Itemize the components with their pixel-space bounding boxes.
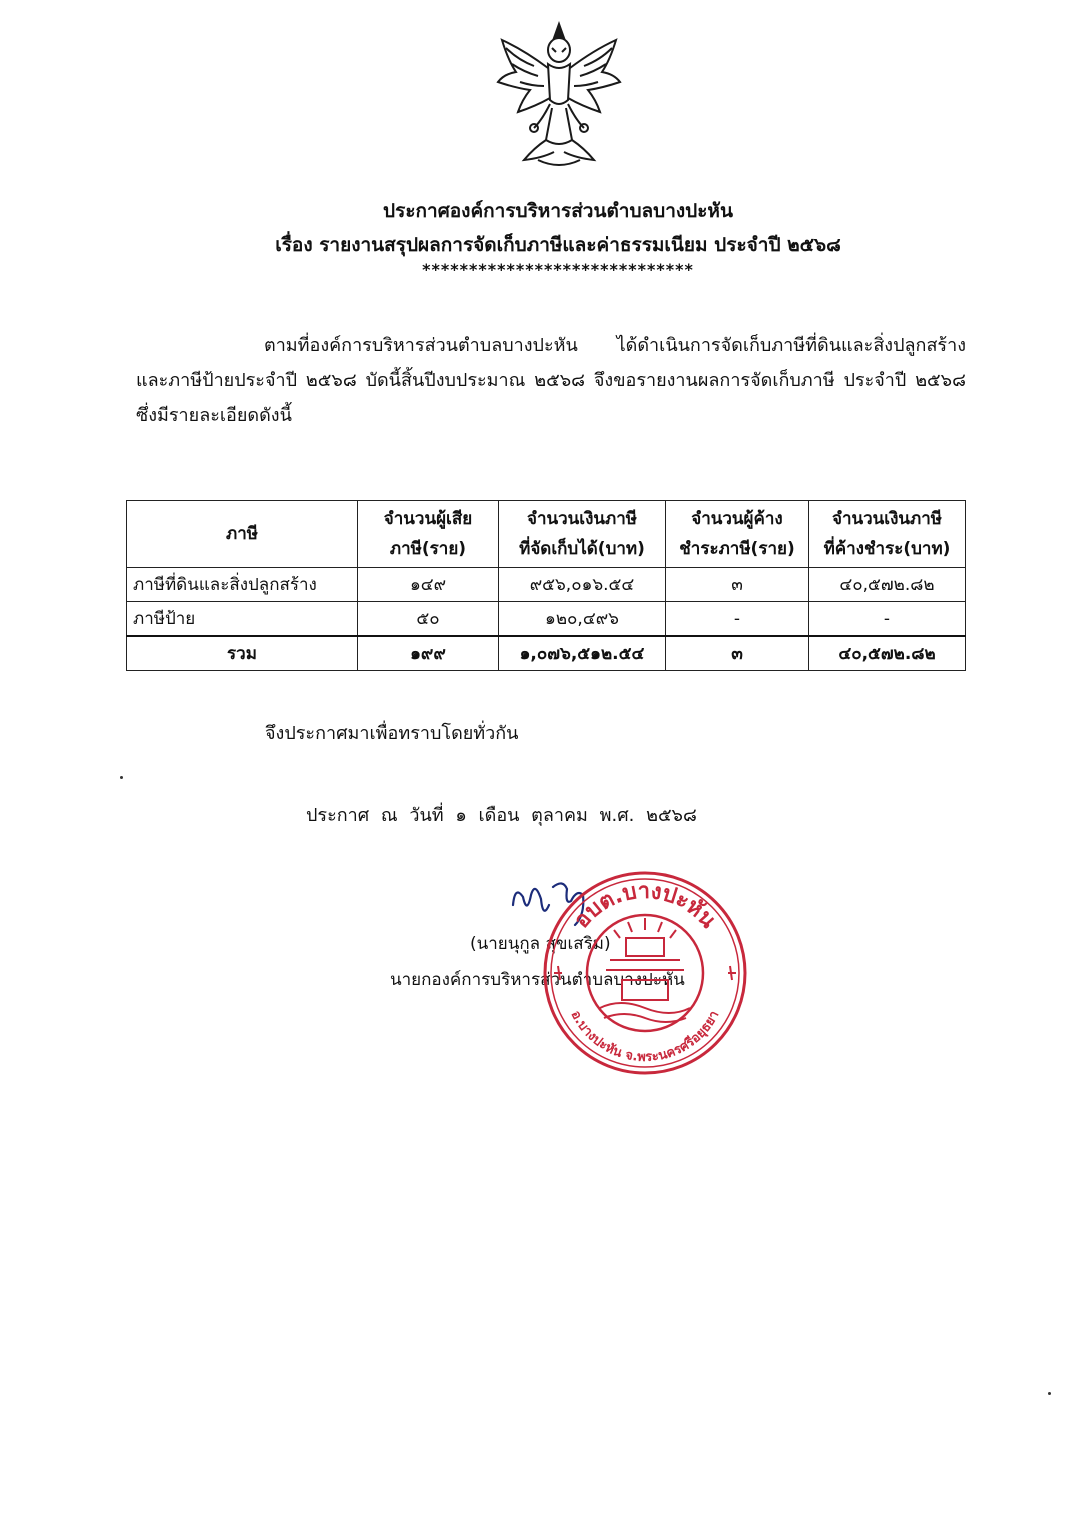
table-total-row xyxy=(127,636,966,671)
cell-collected: ๑๒๐,๔๙๖ xyxy=(499,602,666,637)
closing-statement: จึงประกาศมาเพื่อทราบโดยทั่วกัน xyxy=(265,723,519,744)
title-divider: ***************************** xyxy=(422,260,694,279)
cell-outstanding-payers: ๓ xyxy=(666,568,809,602)
scan-speck xyxy=(120,776,123,779)
table-row xyxy=(127,568,966,602)
total-collected: ๑,๐๗๖,๕๑๒.๕๔ xyxy=(499,636,666,671)
document-title: ประกาศองค์การบริหารส่วนตำบลบางปะหัน xyxy=(383,200,733,222)
scan-speck xyxy=(1048,1392,1051,1395)
header-payers-line1: จำนวนผู้เสีย xyxy=(383,509,473,529)
body-paragraph: ตามที่องค์การบริหารส่วนตำบลบางปะหัน ได้ดำเนินการจัดเก็บภาษีที่ดินและสิ่งปลูกสร้าง และภาษีป้ายประจำปี ๒๕๖๘ บัดนี้สิ้นปีงบประมาณ ๒๕๖๘ จึงขอรายงานผลการจัดเก็บภาษี ประจำปี ๒๕๖๘ ซึ่งมีรายละเอียดดังนี้ xyxy=(136,335,966,426)
header-collected-line1: จำนวนเงินภาษี xyxy=(527,509,637,529)
table-header-row xyxy=(127,501,966,568)
header-outstanding-payers-line1: จำนวนผู้ค้าง xyxy=(691,509,783,529)
cell-tax: ภาษีป้าย xyxy=(127,602,358,637)
header-tax-label: ภาษี xyxy=(226,524,258,544)
header-outstanding-amount-line1: จำนวนเงินภาษี xyxy=(832,509,942,529)
header-tax xyxy=(127,501,358,568)
garuda-emblem-icon xyxy=(494,20,624,172)
header-payers xyxy=(358,501,499,568)
seal-top-text: อบต.บางปะหัน xyxy=(569,878,721,934)
header-collected xyxy=(499,501,666,568)
cell-payers: ๑๔๙ xyxy=(358,568,499,602)
cell-outstanding-amount: ๔๐,๕๗๒.๘๒ xyxy=(809,568,966,602)
header-collected-line2: ที่จัดเก็บได้(บาท) xyxy=(519,539,645,559)
header-outstanding-amount xyxy=(809,501,966,568)
header-outstanding-amount-line2: ที่ค้างชำระ(บาท) xyxy=(823,539,951,559)
total-outstanding-amount: ๔๐,๕๗๒.๘๒ xyxy=(809,636,966,671)
cell-payers: ๕๐ xyxy=(358,602,499,637)
tax-summary-table xyxy=(126,500,966,671)
header-outstanding-payers-line2: ชำระภาษี(ราย) xyxy=(679,539,795,559)
total-payers: ๑๙๙ xyxy=(358,636,499,671)
total-outstanding-payers: ๓ xyxy=(666,636,809,671)
cell-outstanding-amount: - xyxy=(809,602,966,637)
announcement-date: ประกาศ ณ วันที่ ๑ เดือน ตุลาคม พ.ศ. ๒๕๖๘ xyxy=(306,805,697,826)
table-row xyxy=(127,602,966,637)
header-payers-line2: ภาษี(ราย) xyxy=(389,539,467,559)
cell-collected: ๙๕๖,๐๑๖.๕๔ xyxy=(499,568,666,602)
seal-bottom-text: อ.บางปะหัน จ.พระนครศรีอยุธยา xyxy=(567,1008,723,1066)
signatory-name: (นายนุกูล สุขเสริม) xyxy=(470,934,611,954)
signatory-position: นายกองค์การบริหารส่วนตำบลบางปะหัน xyxy=(390,970,685,990)
cell-tax: ภาษีที่ดินและสิ่งปลูกสร้าง xyxy=(127,568,358,602)
official-seal-icon xyxy=(540,868,750,1078)
total-label: รวม xyxy=(127,636,358,671)
header-outstanding-payers xyxy=(666,501,809,568)
document-subject: เรื่อง รายงานสรุปผลการจัดเก็บภาษีและค่าธรรมเนียม ประจำปี ๒๕๖๘ xyxy=(275,234,841,256)
cell-outstanding-payers: - xyxy=(666,602,809,637)
